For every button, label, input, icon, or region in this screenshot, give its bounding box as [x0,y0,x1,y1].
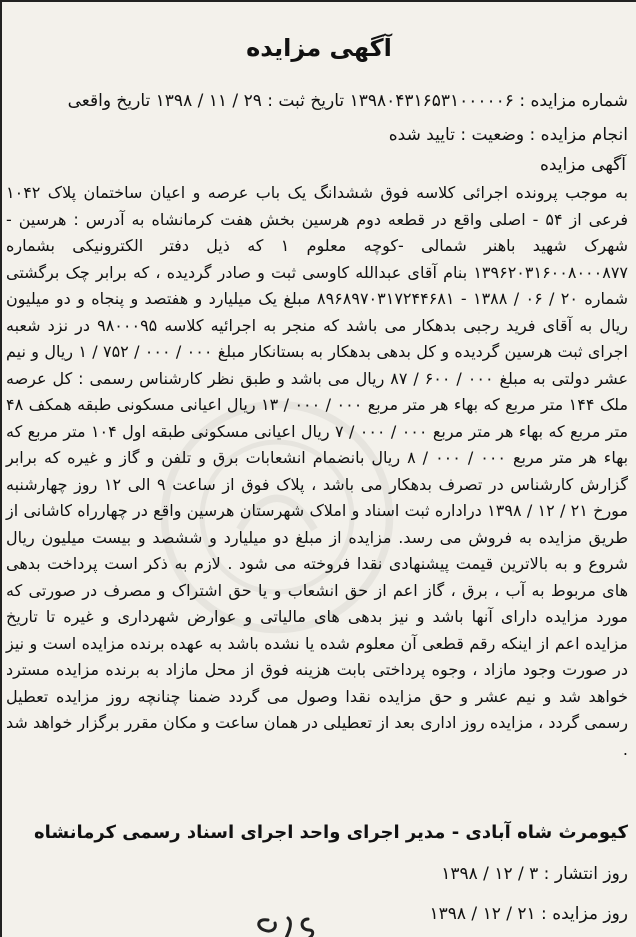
notice-header [6,84,628,152]
signature-line: کیومرث شاه آبادی - مدیر اجرای واحد اجرای اسناد رسمی کرمانشاه [34,822,628,843]
notice-body-text: به موجب پرونده اجرائی کلاسه فوق ششدانگ یک باب عرصه و اعیان ساختمان پلاک ۱۰۴۲ فرعی از ۵۴ - اصلی واقع در قطعه دوم هرسین بخش هفت کرمانشاه به آدرس : هرسین - شهرک شهید باهنر شمالی -کوچه معلوم ۱ که ذیل دفتر الکترونیکی بشماره ۱۳۹۶۲۰۳۱۶۰۰۸۰۰۰۸۷۷ بنام آقای عبدالله کاوسی ثبت و صادر گردیده ، که برابر چک برگشتی شماره ۲۰ / ۰۶ / ۱۳۸۸ - ۸۹۶۸۹۷۰۳۱۷۲۴۴۶۸۱ مبلغ یک میلیارد و هفتصد و پنجاه و دو میلیون ریال به آقای فرید رجبی بدهکار می باشد که منجر به اجرائیه کلاسه ۹۸۰۰۰۹۵ در نزد شعبه اجرای ثبت هرسین گردیده و کل بدهی بدهکار به بستانکار مبلغ ۰۰۰ / ۰۰۰ / ۷۵۲ / ۱ ریال و نیم عشر دولتی به مبلغ ۰۰۰ / ۶۰۰ / ۸۷ ریال می باشد و طبق نظر کارشناس رسمی : کل عرصه ملک ۱۴۴ متر مربع که بهاء هر متر مربع ۰۰۰ / ۰۰۰ / ۱۳ ریال اعیانی مسکونی طبقه همکف ۴۸ متر مربع که بهاء هر متر مربع ۰۰۰ / ۰۰۰ / ۷ ریال اعیانی مسکونی طبقه اول ۱۰۴ متر مربع که بهاء هر متر مربع ۰۰۰ / ۰۰۰ / ۸ ریال بانضمام انشعابات برق و تلفن و گاز و غیره که برابر گزارش کارشناس در تصرف بدهکار می باشد ، پلاک فوق از ساعت ۹ الی ۱۲ روز چهارشنبه مورخ ۲۱ / ۱۲ / ۱۳۹۸ دراداره ثبت اسناد و املاک شهرستان هرسین واقع در چهارراه کاشانی از طریق مزایده به فروش می رسد. مزایده از مبلغ دو میلیارد و ششصد و بیست میلیون ریال شروع و به بالاترین قیمت پیشنهادی نقدا فروخته می شود . لازم به ذکر است پرداخت بدهی های مربوط به آب ، برق ، گاز اعم از حق انشعاب و یا حق اشتراک و مصرف در صورتی که مورد مزایده دارای آنها باشد و نیز بدهی های مالیاتی و عوارض شهرداری و غیره تا تاریخ مزایده اعم از اینکه رقم قطعی آن معلوم شده یا نشده باشد به عهده برنده مزایده است و نیز در صورت وجود مازاد ، وجوه پرداختی بابت هزینه فوق از محل مازاد به برنده مزایده مسترد خواهد شد و نیم عشر و حق مزایده نقدا وصول می گردد ضمنا چنانچه روز مزایده تعطیل رسمی گردد ، مزایده روز اداری بعد از تعطیلی در همان ساعت و مکان مقرر برگزار خواهد شد . [6,183,629,759]
auction-number-line: شماره مزایده : ۱۳۹۸۰۴۳۱۶۵۳۱۰۰۰۰۰۶ تاریخ ثبت : ۲۹ / ۱۱ / ۱۳۹۸ تاریخ واقعی [67,91,628,111]
notice-title: آگهی مزایده [246,34,392,62]
publish-date: روز انتشار : ۳ / ۱۲ / ۱۳۹۸ [441,864,628,884]
handwritten-mark-icon [254,910,328,937]
auction-date: روز مزایده : ۲۱ / ۱۲ / ۱۳۹۸ [429,904,628,924]
auction-status-line: انجام مزایده : وضعیت : تایید شده [388,125,628,145]
body-heading: آگهی مزایده [540,155,626,175]
